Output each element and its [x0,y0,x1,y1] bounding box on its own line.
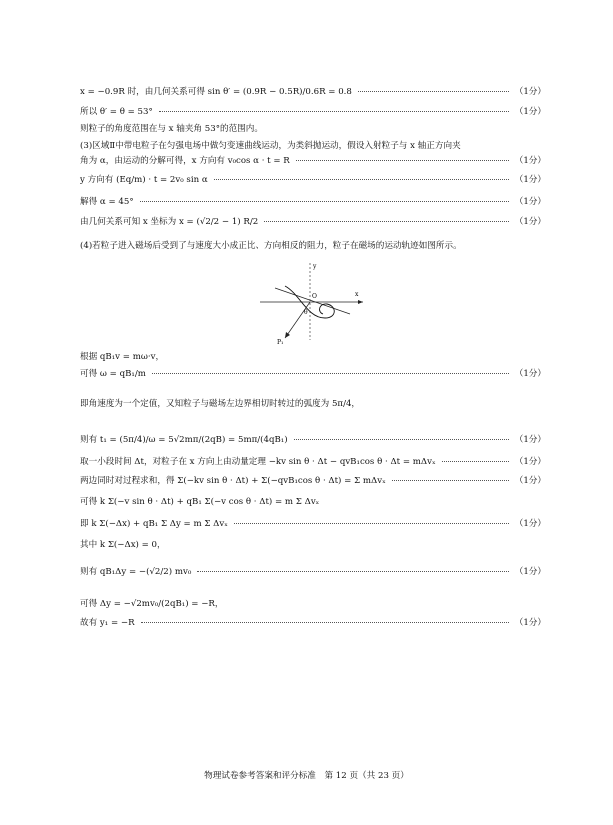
answer-line-13 [80,434,546,446]
line-text: 故有 y₁ = −R [80,618,135,628]
score-label: （1分） [514,369,546,379]
leader-dots [159,110,509,112]
answer-line-2 [80,106,546,118]
score-label: （1分） [514,476,546,486]
theta-label: θ [304,309,308,316]
line-text: 可得 ω = qB₁/m [80,369,146,379]
answer-line-21 [80,617,546,629]
line-text: y 方向有 (Eq/m) · t = 2v₀ sin α [80,175,208,185]
leader-dots [214,178,509,180]
answer-line-18: 其中 k Σ(−Δx) = 0， [80,540,166,550]
leader-dots [140,200,509,202]
p-label: P₁ [277,339,284,346]
leader-dots [141,621,509,623]
score-label: （1分） [514,175,546,185]
score-label: （1分） [514,457,546,467]
answer-line-16: 可得 k Σ(−v sin θ · Δt) + qB₁ Σ(−v cos θ · Δt) = m Σ Δvₓ [80,497,320,507]
answer-line-20: 可得 Δy = −√2mv₀/(2qB₁) = −R， [80,599,224,609]
score-label: （1分） [514,87,546,97]
leader-dots [296,159,509,161]
answer-line-8 [80,216,546,228]
line-text: 解得 α = 45° [80,197,134,207]
page-footer: 物理试卷参考答案和评分标准 第 12 页（共 23 页） [204,771,409,781]
answer-line-7 [80,196,546,208]
x-axis-label: x [355,291,359,298]
line-text: 取一小段时间 Δt，对粒子在 x 方向上由动量定理 −kv sin θ · Δt − qvB₁cos θ · Δt = mΔvₓ [80,457,436,467]
answer-line-14 [80,456,546,468]
answer-line-5 [80,155,546,167]
leader-dots [264,220,509,222]
answer-line-1 [80,86,546,98]
leader-dots [152,372,509,374]
line-text: x = −0.9R 时，由几何关系可得 sin θ′ = (0.9R − 0.5R)/0.6R = 0.8 [80,87,352,97]
line-text: 则有 t₁ = (5π/4)/ω = 5√2mπ/(2qB) = 5mπ/(4qB₁) [80,435,288,445]
answer-line-17 [80,518,546,530]
origin-label: O [312,293,317,300]
score-label: （1分） [514,435,546,445]
score-label: （1分） [514,156,546,166]
answer-line-15 [80,475,546,487]
score-label: （1分） [514,567,546,577]
answer-line-6 [80,174,546,186]
leader-dots [358,90,509,92]
answer-line-10: 根据 qB₁v = mω·v， [80,352,165,362]
answer-line-12: 即角速度为一个定值，又知粒子与磁场左边界相切时转过的弧度为 5π/4， [80,399,361,409]
answer-line-19 [80,566,546,578]
line-text: 即 k Σ(−Δx) + qB₁ Σ Δy = m Σ Δvₓ [80,519,228,529]
trajectory-diagram [255,258,370,348]
line-text: 则有 qB₁Δy = −(√2/2) mv₀ [80,567,192,577]
leader-dots [197,570,508,572]
leader-dots [392,479,509,481]
answer-line-4: (3)区域Ⅱ中带电粒子在匀强电场中做匀变速曲线运动，为类斜抛运动，假设入射粒子与 x 轴正方向夹 [80,141,461,151]
line-text: 两边同时对过程求和，得 Σ(−kv sin θ · Δt) + Σ(−qvB₁cos θ · Δt) = Σ mΔvₓ [80,476,386,486]
leader-dots [234,522,509,524]
answer-line-9: (4)若粒子进入磁场后受到了与速度大小成正比、方向相反的阻力，粒子在磁场的运动轨迹如图所示。 [80,241,462,251]
leader-dots [442,460,509,462]
leader-dots [294,438,509,440]
line-text: 角为 α，由运动的分解可得，x 方向有 v₀cos α · t = R [80,156,290,166]
score-label: （1分） [514,197,546,207]
line-text: 由几何关系可知 x 坐标为 x = (√2/2 − 1) R/2 [80,217,259,227]
score-label: （1分） [514,217,546,227]
y-axis-label: y [313,263,317,270]
score-label: （1分） [514,519,546,529]
score-label: （1分） [514,107,546,117]
score-label: （1分） [514,618,546,628]
answer-line-3: 则粒子的角度范围在与 x 轴夹角 53°的范围内。 [80,124,263,134]
answer-line-11 [80,368,546,380]
line-text: 所以 θ′ = θ = 53° [80,107,153,117]
